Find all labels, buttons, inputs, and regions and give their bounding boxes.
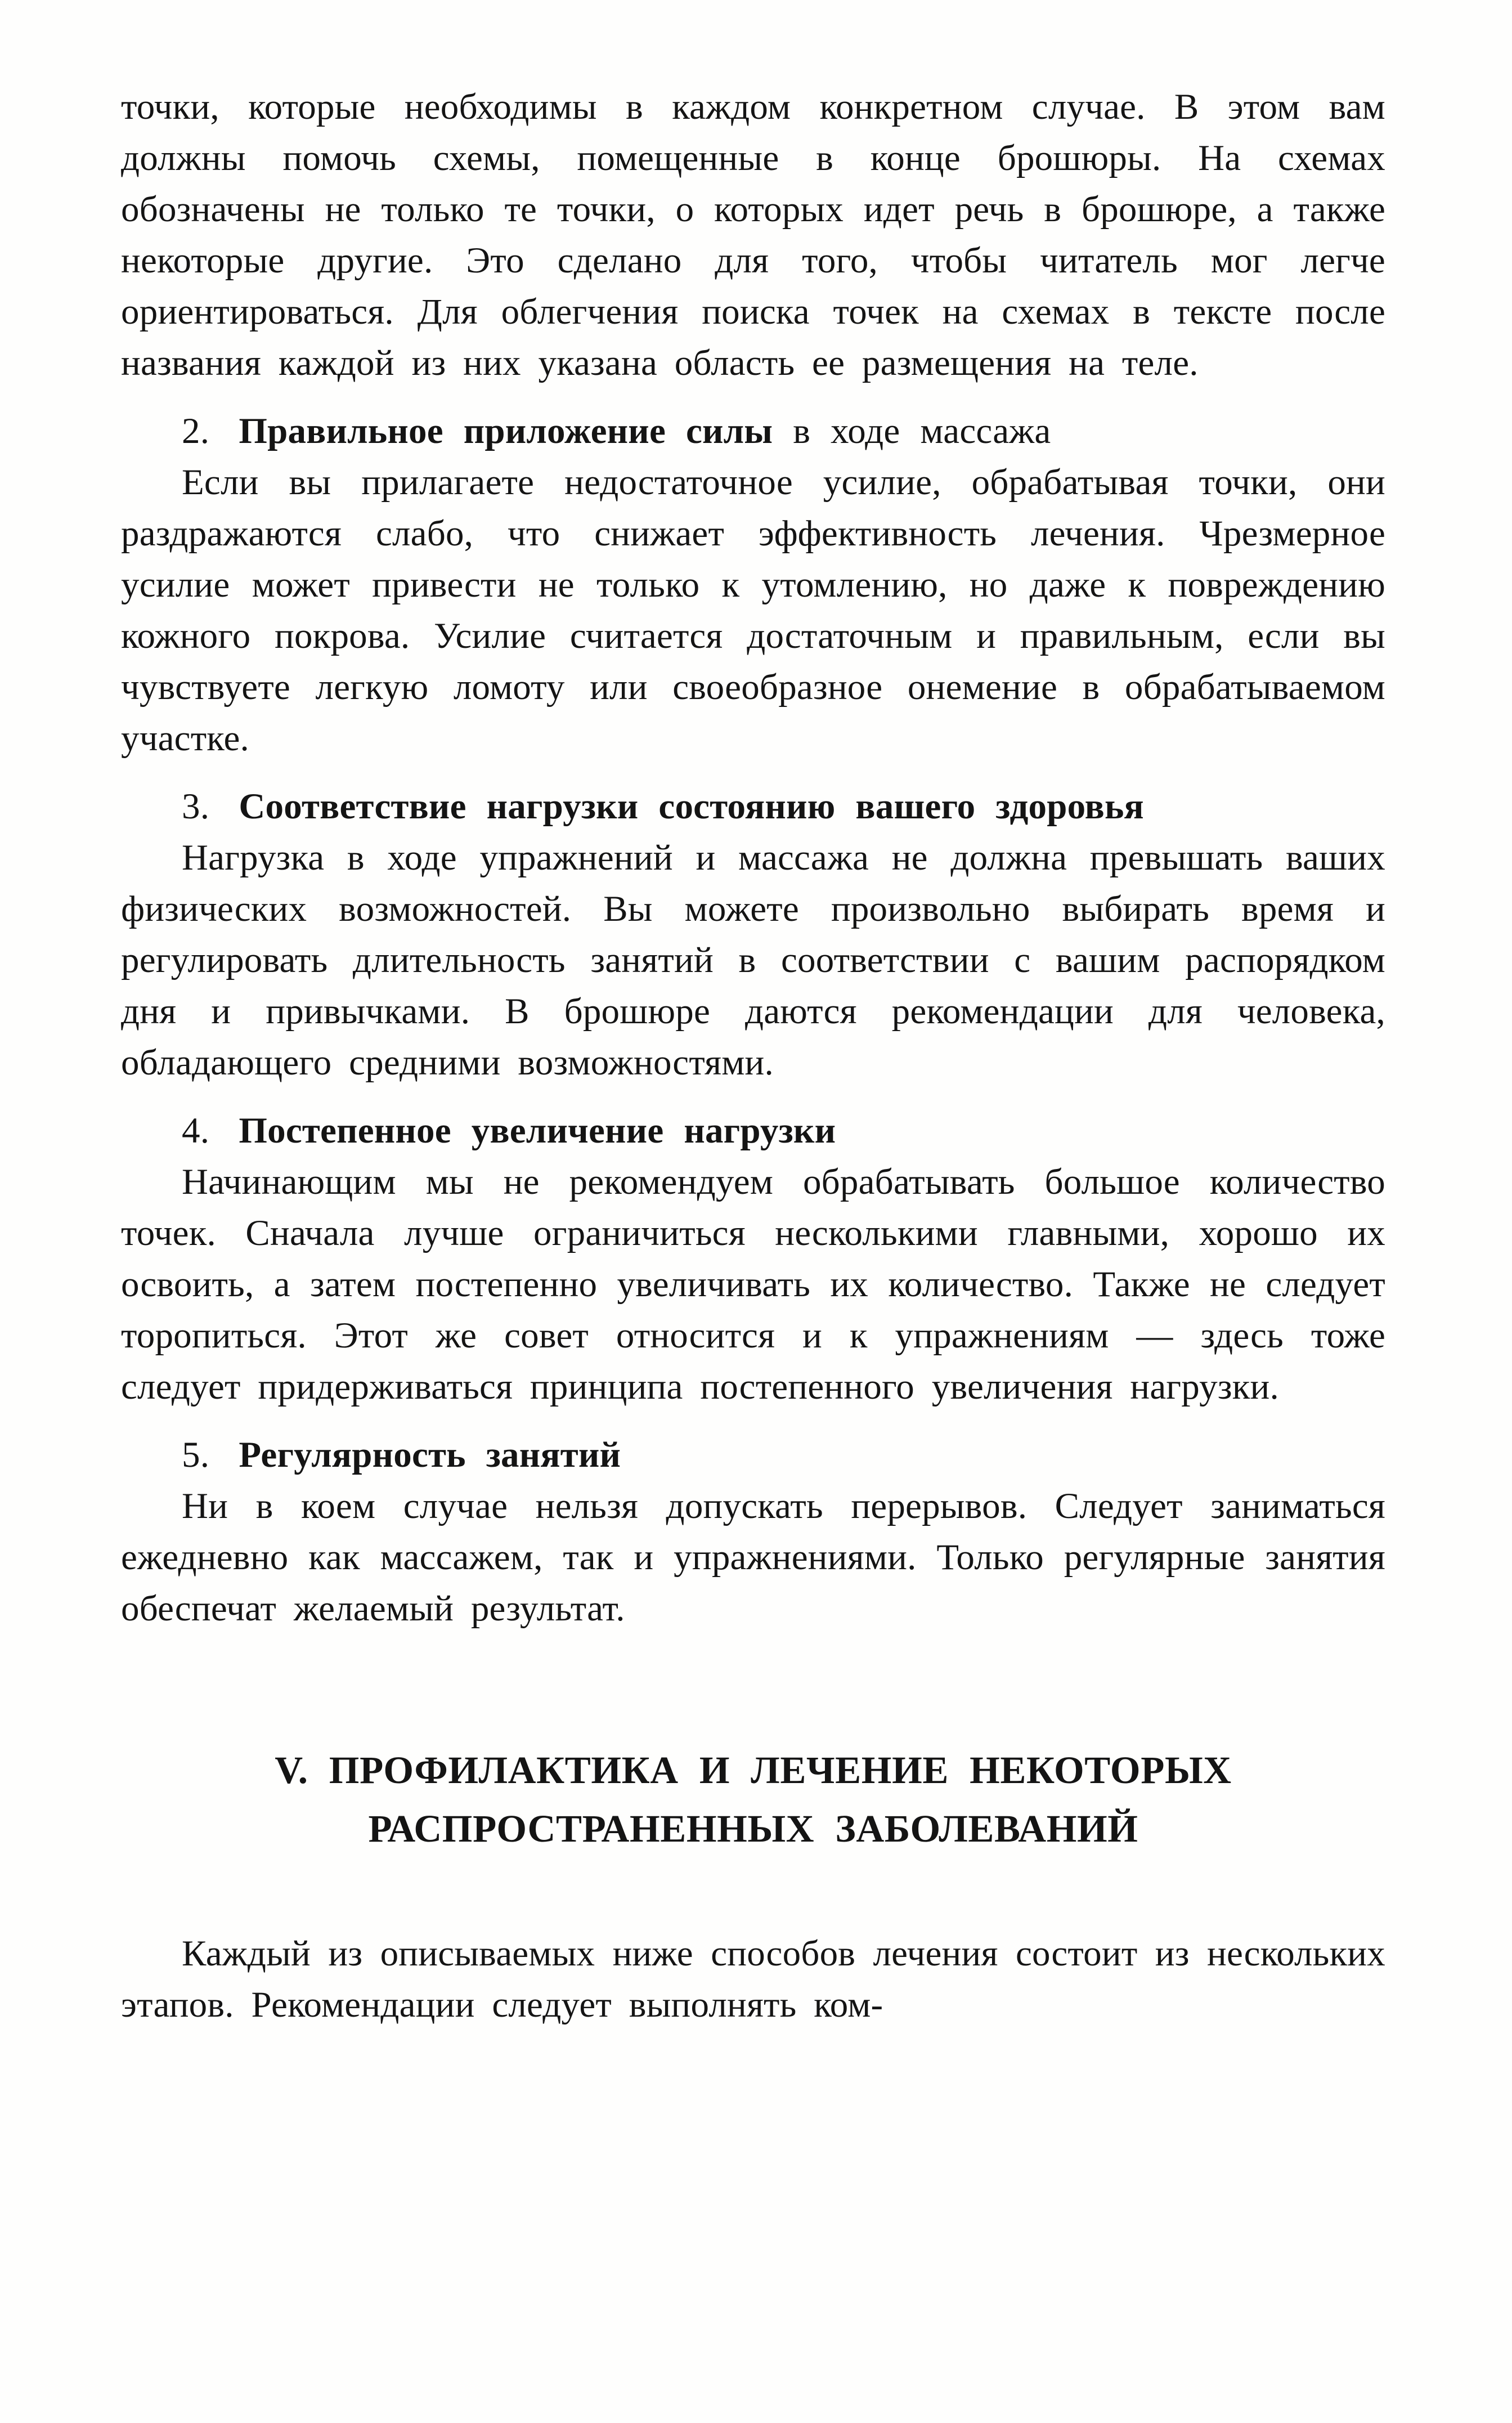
section-2-heading bbox=[121, 406, 1385, 457]
section-4-heading bbox=[121, 1105, 1385, 1157]
intro-paragraph: точки, которые необходимы в каждом конкретном случае. В этом вам должны помочь схемы, помещенные в конце брошюры. На схемах обозначены не только те точки, о которых идет речь в брошюре, а также некоторые другие. Это сделано для того, чтобы читатель мог легче ориентироваться. Для облегчения поиска точек на схемах в тексте после названия каждой из них указана область ее размещения на теле. bbox=[121, 87, 1385, 383]
section-3-title: Соответствие нагрузки состоянию вашего здоровья bbox=[239, 786, 1144, 827]
chapter-heading-line-1: V. ПРОФИЛАКТИКА И ЛЕЧЕНИЕ НЕКОТОРЫХ bbox=[275, 1749, 1232, 1792]
section-5-number: 5. bbox=[182, 1435, 210, 1475]
section-5-body: Ни в коем случае нельзя допускать перерывов. Следует заниматься ежедневно как массажем, так и упражнениями. Только регулярные занятия обеспечат желаемый результат. bbox=[121, 1486, 1385, 1629]
section-2-body: Если вы прилагаете недостаточное усилие, обрабатывая точки, они раздражаются слабо, что снижает эффективность лечения. Чрезмерное усилие может привести не только к утомлению, но даже к повреждению кожного покрова. Усилие считается достаточным и правильным, если вы чувствуете легкую ломоту или своеобразное онемение в обрабатываемом участке. bbox=[121, 462, 1385, 759]
closing-paragraph: Каждый из описываемых ниже способов лечения состоит из нескольких этапов. Рекомендации следует выполнять ком- bbox=[121, 1933, 1385, 2025]
section-5-heading bbox=[121, 1430, 1385, 1481]
section-4-body: Начинающим мы не рекомендуем обрабатывать большое количество точек. Сначала лучше ограничиться несколькими главными, хорошо их освоить, а затем постепенно увеличивать их количество. Также не следует торопиться. Этот же совет относится и к упражнениям — здесь тоже следует придерживаться принципа постепенного увеличения нагрузки. bbox=[121, 1162, 1385, 1407]
section-3-heading bbox=[121, 781, 1385, 832]
section-3-body: Нагрузка в ходе упражнений и массажа не должна превышать ваших физических возможностей. Вы можете произвольно выбирать время и регулировать длительность занятий в соответствии с вашим распорядком дня и привычками. В брошюре даются рекомендации для человека, обладающего средними возможностями. bbox=[121, 837, 1385, 1083]
section-3 bbox=[121, 781, 1385, 1089]
section-4-title: Постепенное увеличение нагрузки bbox=[239, 1110, 836, 1151]
section-4 bbox=[121, 1105, 1385, 1413]
section-2-number: 2. bbox=[182, 411, 210, 451]
section-3-number: 3. bbox=[182, 786, 210, 827]
chapter-heading bbox=[121, 1741, 1385, 1858]
section-2-title-suffix: в ходе массажа bbox=[793, 411, 1051, 451]
section-5-title: Регулярность занятий bbox=[239, 1435, 621, 1475]
chapter-heading-line-2: РАСПРОСТРАНЕННЫХ ЗАБОЛЕВАНИЙ bbox=[368, 1807, 1138, 1850]
section-2 bbox=[121, 406, 1385, 764]
section-2-title: Правильное приложение силы bbox=[239, 411, 773, 451]
section-4-number: 4. bbox=[182, 1110, 210, 1151]
section-5 bbox=[121, 1430, 1385, 1634]
